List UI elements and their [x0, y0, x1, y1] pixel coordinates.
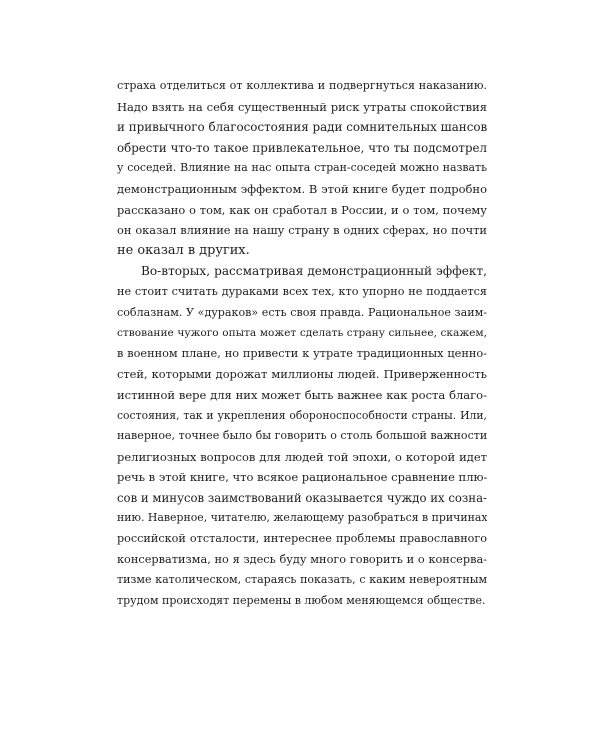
text-line: не стоит считать дураками всех тех, кто упорно не поддается [117, 284, 487, 298]
text-line: нию. Наверное, читателю, желающему разобраться в причинах [117, 511, 487, 525]
text-line: консерватизма, но я здесь буду много говорить и о консерва- [117, 552, 487, 566]
text-line: наверное, точнее было бы говорить о столь большой важности [117, 429, 487, 443]
text-line: демонстрационным эффектом. В этой книге будет подробно [117, 181, 487, 196]
text-line: Надо взять на себя существенный риск утраты спокойствия [117, 99, 487, 114]
body-text [117, 76, 487, 611]
text-line: страха отделиться от коллектива и подвергнуться наказанию. [117, 79, 487, 92]
text-line: рассказано о том, как он сработал в России, и о том, почему [117, 202, 487, 217]
text-line: трудом происходят перемены в любом меняющемся обществе. [117, 593, 486, 607]
text-line: у соседей. Влияние на нас опыта стран-соседей можно назвать [117, 161, 487, 175]
text-line: сов и минусов заимствований оказывается чуждо их созна- [117, 490, 487, 505]
text-line: в военном плане, но привести к утрате традиционных ценно- [117, 346, 487, 360]
text-line: обрести что-то такое привлекательное, что ты подсмотрел [117, 140, 487, 155]
paragraph-1 [117, 76, 487, 261]
text-line: российской отсталости, интереснее проблемы православного [117, 532, 487, 546]
text-line: тизме католическом, стараясь показать, с каким невероятным [117, 573, 487, 587]
text-line: истинной вере для них может быть важнее как роста благо- [117, 387, 487, 402]
text-line: соблазнам. У «дураков» есть своя правда. Рациональное заим- [117, 305, 487, 319]
text-line: не оказал в других. [117, 242, 250, 258]
text-line: ствование чужого опыта может сделать страну сильнее, скажем, [117, 327, 487, 340]
text-line: он оказал влияние на нашу страну в одних сферах, но почти [117, 223, 487, 238]
text-line: религиозных вопросов для людей той эпохи, о которой идет [117, 449, 487, 464]
text-line: стей, которыми дорожат миллионы людей. Приверженность [117, 367, 487, 382]
text-line: речь в этой книге, что всякое рациональное сравнение плю- [117, 470, 487, 485]
text-line: и привычного благосостояния ради сомнительных шансов [117, 120, 487, 135]
paragraph-2 [117, 261, 487, 611]
text-line: Во-вторых, рассматривая демонстрационный эффект, [141, 264, 487, 279]
text-line: состояния, так и укрепления обороноспособности страны. Или, [117, 408, 487, 422]
